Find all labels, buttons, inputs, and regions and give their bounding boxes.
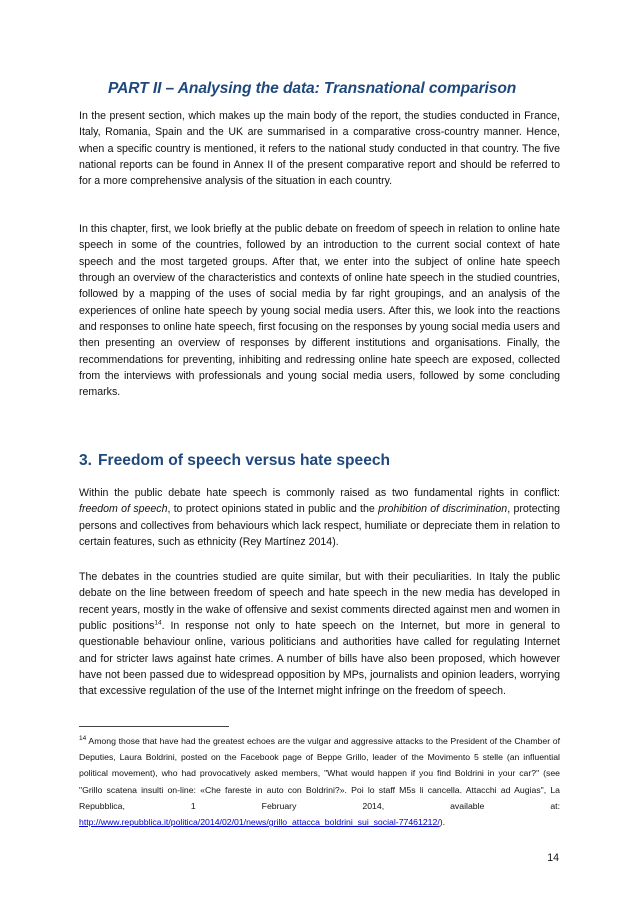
section-number: 3. [79,452,93,469]
footnote-link[interactable]: http://www.repubblica.it/politica/2014/02/01/news/grillo_attacca_boldrini_sui_social-77461212/ [79,817,440,828]
footnote [79,733,560,830]
footnote-text: Among those that have had the greatest echoes are the vulgar and aggressive attacks to the President of the Chamber of Deputies, Laura Boldrini, posted on the Facebook page of Beppe Grillo, leader of the Movimento 5 stelle (an influential political movement), who had provocatively asked members, "What would happen if you find Boldrini in your car?" (see "Grillo scatena insulti on-line: «Che fareste in auto con Boldrini?». Poi lo staff M5s li cancella. Attacchi ad Augias", La Repubblica, 1 February 2014, available at: [79,736,560,811]
intro-paragraph-1: In the present section, which makes up the main body of the report, the studies conducted in France, Italy, Romania, Spain and the UK are summarised in a comparative cross-country manner. Hence, when a specific country is mentioned, it refers to the national study conducted in that country. The five national reports can be found in Annex II of the present comparative report and should be referred to for a more comprehensive analysis of the situation in each country. [79,110,560,188]
section-paragraph-1-text-a: Within the public debate hate speech is commonly raised as two fundamental rights in conflict: [79,487,560,499]
section-heading [79,452,560,470]
footnote-reference[interactable]: 14 [154,619,162,627]
term-prohibition-of-discrimination: prohibition of discrimination [378,503,508,516]
section-title: Freedom of speech versus hate speech [98,452,391,469]
section-paragraph-2-text-a: The debates in the countries studied are quite similar, but with their peculiarities. In Italy the public debate on the line between freedom of speech and hate speech in the new media has developed in recent years, mostly in the wake of offensive and sexist comments directed against men and women in public positions [79,571,560,633]
section-paragraph-1 [79,485,560,550]
section-paragraph-1-text-c: , protecting persons and collectives from behaviours which lack respect, humiliate or depreciate them in relation to certain features, such as ethnicity (Rey Martínez 2014). [79,503,560,549]
section-paragraph-1-text-b: , to protect opinions stated in public and the [167,503,379,516]
section-paragraph-2-text-b: . In response not only to hate speech on the Internet, but more in general to questionable behaviour online, various politicians and authorities have called for regulating Internet and for stricter laws against hate crimes. A number of bills have also been proposed, which however have not been passed due to widespread opposition by MPs, journalists and opinion leaders, worrying that excessive regulation of the use of the Internet might infringe on the freedom of speech. [79,620,560,698]
intro-paragraph-2: In this chapter, first, we look briefly at the public debate on freedom of speech in relation to online hate speech in some of the countries, followed by an introduction to the current social context of hate speech and the most targeted groups. After that, we enter into the subject of online hate speech through an overview of the characteristics and contexts of online hate speech in the studied countries, followed by a mapping of the uses of social media by far right groupings, and an analysis of the experiences of online hate speech by young social media users. After this, we look into the reactions and responses to online hate speech, first focusing on the responses by young social media users and then presenting an overview of responses by different institutions and organisations. Finally, the recommendations for preventing, inhibiting and redressing online hate speech are exposed, collected from the interviews with professionals and young social media users, followed by some concluding remarks. [79,223,560,399]
term-freedom-of-speech: freedom of speech [79,503,168,516]
section-paragraph-2 [79,569,560,700]
footnote-separator [79,726,229,727]
footnote-number: 14 [79,735,87,743]
page-number: 14 [547,852,559,864]
part-heading: PART II – Analysing the data: Transnational comparison [108,80,517,97]
footnote-end: ). [439,817,446,828]
